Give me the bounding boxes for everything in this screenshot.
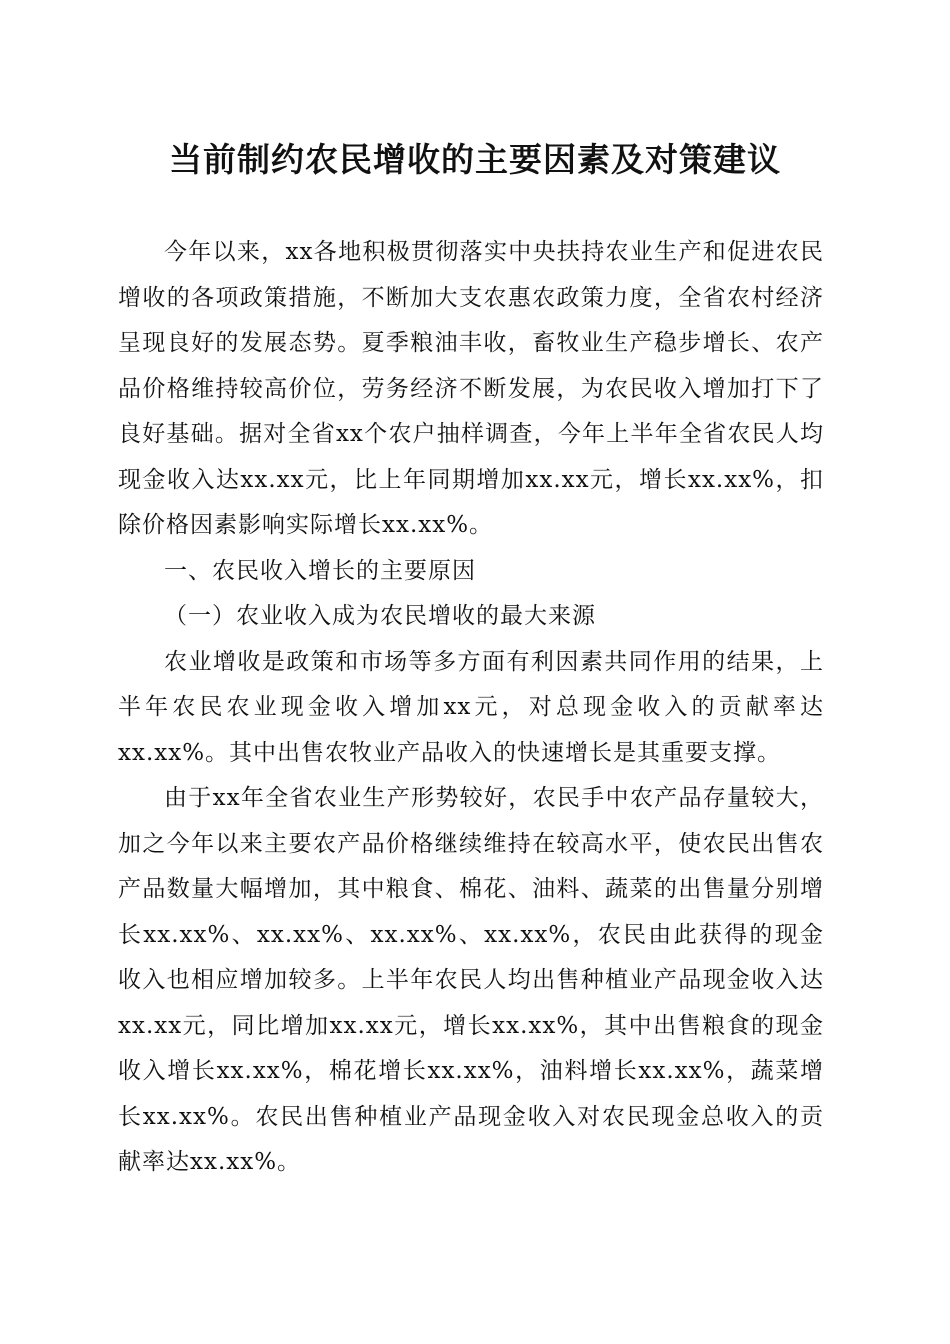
paragraph-agriculture-income: 农业增收是政策和市场等多方面有利因素共同作用的结果，上半年农民农业现金收入增加xx元，对总现金收入的贡献率达xx.xx%。其中出售农牧业产品收入的快速增长是其重要支撑。 [118,648,824,766]
paragraph-crop-sales: 由于xx年全省农业生产形势较好，农民手中农产品存量较大，加之今年以来主要农产品价格继续维持在较高水平，使农民出售农产品数量大幅增加，其中粮食、棉花、油料、蔬菜的出售量分别增长xx.xx%、xx.xx%、xx.xx%、xx.xx%，农民由此获得的现金收入也相应增加较多。上半年农民人均出售种植业产品现金收入达xx.xx元，同比增加xx.xx元，增长xx.xx%，其中出售粮食的现金收入增长xx.xx%，棉花增长xx.xx%，油料增长xx.xx%，蔬菜增长xx.xx%。农民出售种植业产品现金收入对农民现金总收入的贡献率达xx.xx%。 [118,785,824,1175]
intro-paragraph: 今年以来，xx各地积极贯彻落实中央扶持农业生产和促进农民增收的各项政策措施，不断加大支农惠农政策力度，全省农村经济呈现良好的发展态势。夏季粮油丰收，畜牧业生产稳步增长、农产品价格维持较高价位，劳务经济不断发展，为农民收入增加打下了良好基础。据对全省xx个农户抽样调查，今年上半年全省农民人均现金收入达xx.xx元，比上年同期增加xx.xx元，增长xx.xx%，扣除价格因素影响实际增长xx.xx%。 [118,239,824,538]
document-body [118,230,824,1186]
document-title: 当前制约农民增收的主要因素及对策建议 [169,140,781,179]
subsection-heading-1: （一）农业收入成为农民增收的最大来源 [164,603,596,629]
section-heading-1: 一、农民收入增长的主要原因 [164,557,476,584]
